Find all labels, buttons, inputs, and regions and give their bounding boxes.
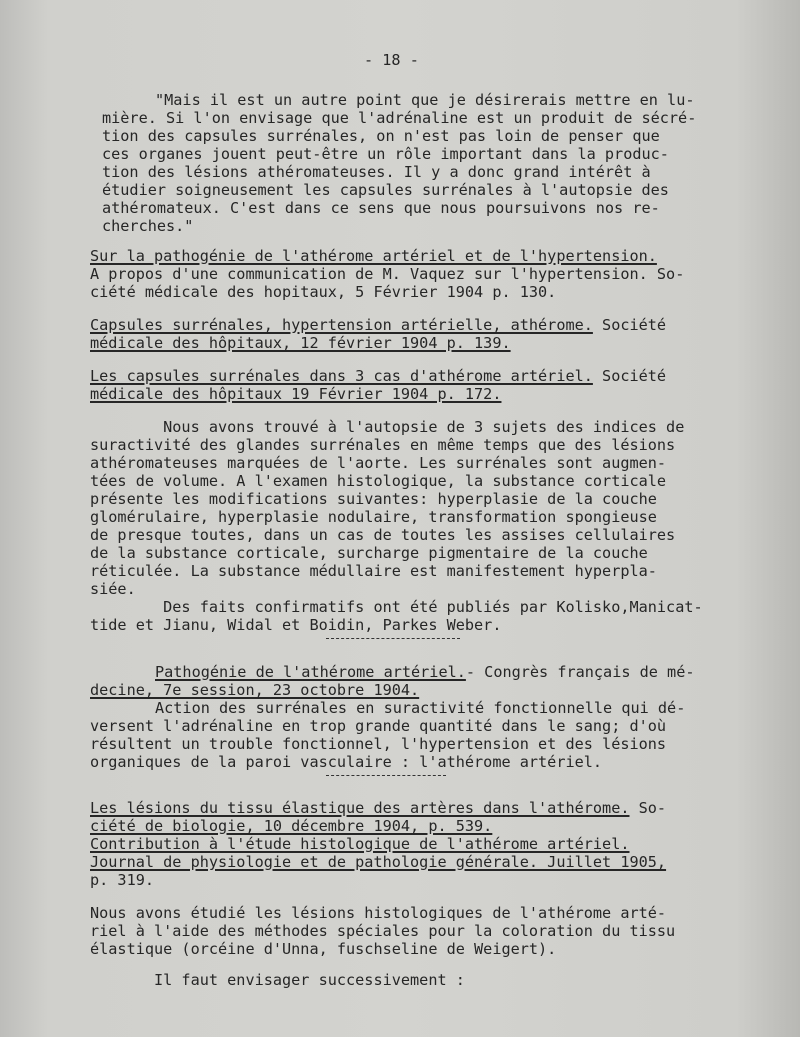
body-line: de la substance corticale, surcharge pigmentaire de la couche <box>90 544 648 562</box>
reference-heading <box>90 800 666 818</box>
body-line: présente les modifications suivantes: hyperplasie de la couche <box>90 490 657 508</box>
reference-line: ciété de biologie, 10 décembre 1904, p. 539. <box>90 817 493 835</box>
separator-rule <box>326 775 446 776</box>
body-line: réticulée. La substance médullaire est manifestement hyperpla- <box>90 562 657 580</box>
reference-title-tail: Société <box>592 316 667 334</box>
body-line: résultent un trouble fonctionnel, l'hypertension et des lésions <box>90 735 667 753</box>
reference-title: Les capsules surrénales dans 3 cas d'athérome artériel. <box>90 367 593 385</box>
body-line: siée. <box>90 580 136 598</box>
reference-heading <box>90 368 666 386</box>
reference-line: médicale des hôpitaux 19 Février 1904 p. 172. <box>90 385 502 403</box>
body-line: athéromateuses marquées de l'aorte. Les surrénales sont augmen- <box>90 454 667 472</box>
reference-title: Pathogénie de l'athérome artériel. <box>155 663 466 681</box>
body-line: versent l'adrénaline en trop grande quantité dans le sang; d'où <box>90 717 667 735</box>
reference-title: Contribution à l'étude histologique de l'athérome artériel. <box>90 835 630 853</box>
reference-heading <box>90 317 666 335</box>
body-line: organiques de la paroi vasculaire : l'athérome artériel. <box>90 753 603 771</box>
reference-line: Journal de physiologie et de pathologie générale. Juillet 1905, <box>90 853 667 871</box>
reference-title-tail: So- <box>629 799 667 817</box>
body-line: tide et Jianu, Widal et Boidin, Parkes Weber. <box>90 616 502 634</box>
body-line: suractivité des glandes surrénales en même temps que des lésions <box>90 436 676 454</box>
reference-title: Les lésions du tissu élastique des artères dans l'athérome. <box>90 799 630 817</box>
reference-title: Sur la pathogénie de l'athérome artériel et de l'hypertension. <box>90 247 657 265</box>
reference-heading <box>155 664 694 682</box>
body-line: Action des surrénales en suractivité fonctionnelle qui dé- <box>155 699 686 717</box>
reference-line: decine, 7e session, 23 octobre 1904. <box>90 681 420 699</box>
reference-title-tail: - Congrès français de mé- <box>465 663 695 681</box>
reference-line: médicale des hôpitaux, 12 février 1904 p. 139. <box>90 334 511 352</box>
body-line: glomérulaire, hyperplasie nodulaire, transformation spongieuse <box>90 508 657 526</box>
quote-line: athéromateux. C'est dans ce sens que nous poursuivons nos re- <box>102 199 660 217</box>
reference-title-tail: Société <box>592 367 667 385</box>
body-line: élastique (orcéine d'Unna, fuschseline de Weigert). <box>90 940 557 958</box>
quote-line: ces organes jouent peut-être un rôle important dans la produc- <box>102 145 669 163</box>
reference-title: Capsules surrénales, hypertension artérielle, athérome. <box>90 316 593 334</box>
body-line: de presque toutes, dans un cas de toutes les assises cellulaires <box>90 526 676 544</box>
body-line: riel à l'aide des méthodes spéciales pour la coloration du tissu <box>90 922 676 940</box>
quote-line: étudier soigneusement les capsules surrénales à l'autopsie des <box>102 181 669 199</box>
body-line: Des faits confirmatifs ont été publiés par Kolisko,Manicat- <box>90 598 703 616</box>
quote-line: tion des lésions athéromateuses. Il y a donc grand intérêt à <box>102 163 651 181</box>
closing-line: Il faut envisager successivement : <box>90 971 465 989</box>
quote-line: tion des capsules surrénales, on n'est pas loin de penser que <box>102 127 660 145</box>
body-line: Nous avons trouvé à l'autopsie de 3 sujets des indices de <box>90 418 685 436</box>
body-line: Nous avons étudié les lésions histologiques de l'athérome arté- <box>90 904 667 922</box>
separator-rule <box>326 638 460 639</box>
reference-line: A propos d'une communication de M. Vaquez sur l'hypertension. So- <box>90 265 685 283</box>
quote-line: cherches." <box>102 217 194 235</box>
quote-line: "Mais il est un autre point que je désirerais mettre en lu- <box>155 91 695 109</box>
reference-line: ciété médicale des hopitaux, 5 Février 1904 p. 130. <box>90 283 557 301</box>
quote-line: mière. Si l'on envisage que l'adrénaline est un produit de sécré- <box>102 109 697 127</box>
reference-line: p. 319. <box>90 871 155 889</box>
body-line: tées de volume. A l'examen histologique, la substance corticale <box>90 472 667 490</box>
page-number: - 18 - <box>364 51 419 69</box>
